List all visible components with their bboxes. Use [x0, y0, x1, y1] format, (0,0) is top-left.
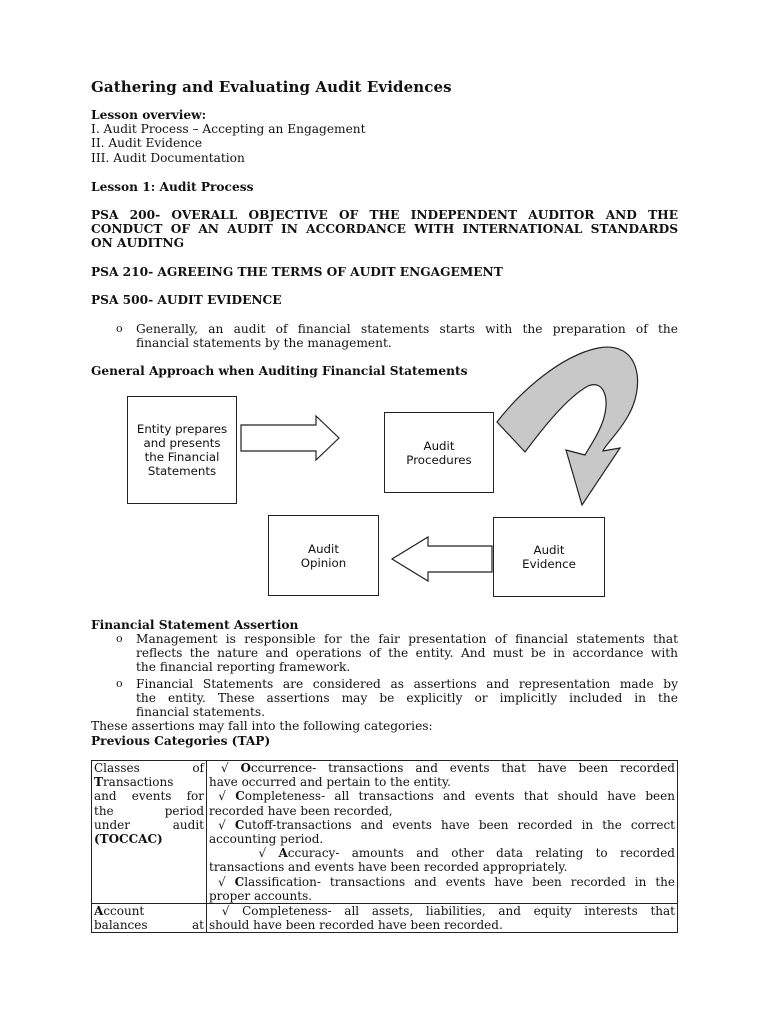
generally-line-1: Generally, an audit of financial statements starts with the preparation of the — [136, 322, 678, 336]
curved-arrow-icon — [497, 347, 638, 505]
psa-200-line-1: PSA 200- OVERALL OBJECTIVE OF THE INDEPENDENT AUDITOR AND THE — [91, 208, 678, 222]
procedures-box — [384, 412, 494, 493]
bullet-marker: o — [116, 632, 123, 645]
evidence-box — [493, 517, 605, 597]
entity-label: Entity prepares and presents the Financial Statements — [136, 422, 228, 478]
list-item: √ Classification- transactions and events have been recorded in the proper accounts. — [209, 874, 675, 903]
bullet-marker: o — [116, 677, 123, 690]
assertions-table — [91, 760, 678, 933]
previous-categories-heading: Previous Categories (TAP) — [91, 734, 271, 748]
list-item: √ Occurrence- transactions and events that have been recorded have occurred and pertain to the entity. — [209, 761, 675, 790]
psa-200-line-3: ON AUDITNG — [91, 236, 184, 250]
list-item: √ Completeness- all transactions and events that should have been recorded have been recorded, — [209, 789, 675, 818]
table-row — [92, 761, 678, 904]
list-item: √ Accuracy- amounts and other data relating to recorded transactions and events have been recorded appropriately. — [209, 846, 675, 875]
overview-item-3: III. Audit Documentation — [91, 151, 245, 165]
psa-210-heading: PSA 210- AGREEING THE TERMS OF AUDIT ENGAGEMENT — [91, 265, 503, 279]
lesson-1-heading: Lesson 1: Audit Process — [91, 180, 254, 194]
entity-box — [127, 396, 237, 504]
table-cell-category: Account balances at — [92, 904, 207, 933]
table-cell-assertions — [207, 761, 678, 904]
psa-200-line-2: CONDUCT OF AN AUDIT IN ACCORDANCE WITH INTERNATIONAL STANDARDS — [91, 222, 678, 236]
table-cell-assertions: √ Completeness- all assets, liabilities, and equity interests that should have been recorded have been recorded. — [207, 904, 678, 933]
fsa-b1-line-2: reflects the nature and operations of the entity. And must be in accordance with — [136, 646, 678, 660]
fsa-b1-line-3: the financial reporting framework. — [136, 660, 351, 674]
generally-line-2: financial statements by the management. — [136, 336, 392, 350]
table-cell-category: Classes of Transactions and events for the period under audit (TOCCAC) — [92, 761, 207, 904]
procedures-label: Audit Procedures — [406, 438, 472, 467]
arrow-left-icon — [392, 537, 492, 581]
fsa-b1-line-1: Management is responsible for the fair presentation of financial statements that — [136, 632, 678, 646]
bullet-marker: o — [116, 322, 123, 335]
list-item: √ Cutoff-transactions and events have been recorded in the correct accounting period. — [209, 817, 675, 847]
overview-item-1: I. Audit Process – Accepting an Engagement — [91, 122, 366, 136]
opinion-box — [268, 515, 379, 596]
fsa-b2-line-3: financial statements. — [136, 705, 266, 719]
approach-heading: General Approach when Auditing Financial Statements — [91, 364, 468, 378]
fsa-b2-line-2: the entity. These assertions may be explicitly or implicitly included in the — [136, 691, 678, 705]
psa-500-heading: PSA 500- AUDIT EVIDENCE — [91, 293, 282, 307]
fsa-b2-line-1: Financial Statements are considered as assertions and representation made by — [136, 677, 678, 691]
page-title: Gathering and Evaluating Audit Evidences — [91, 78, 452, 96]
table-row — [92, 904, 678, 933]
evidence-label: Audit Evidence — [522, 543, 576, 571]
fsa-heading: Financial Statement Assertion — [91, 618, 299, 632]
overview-heading: Lesson overview: — [91, 108, 207, 122]
categories-line: These assertions may fall into the following categories: — [91, 719, 433, 733]
opinion-label: Audit Opinion — [300, 541, 347, 570]
arrow-right-icon — [241, 416, 339, 460]
overview-item-2: II. Audit Evidence — [91, 136, 203, 150]
